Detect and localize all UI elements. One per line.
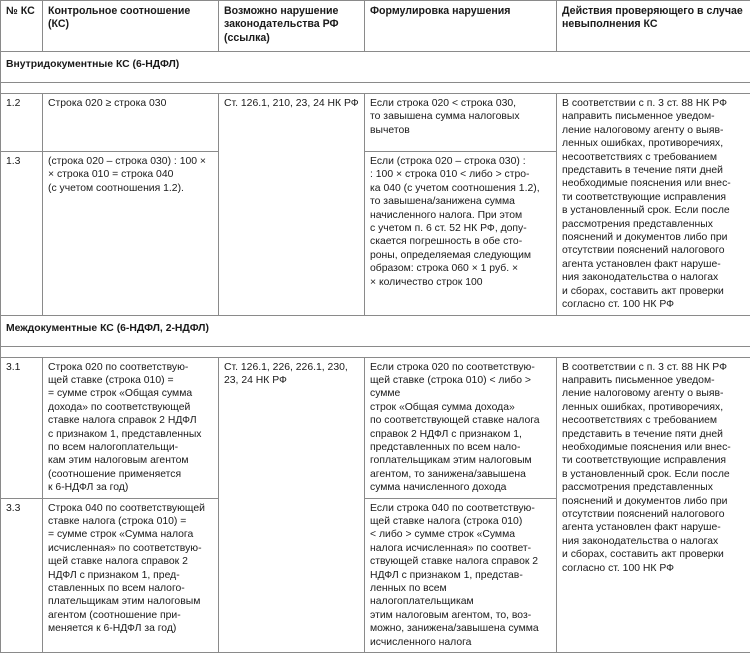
ks-violation: Если строка 020 по соответствую- щей ставке (строка 010) < либо > сумме строк «Общая сумма дохода» по соответствующей ставке налога справок 2 НДФЛ с признаком 1, представленных по всем нало- гоплательщикам этим налоговым агентом, то занижена/завышена сумма начисленного дохода [365,357,557,498]
section-title: Междокументные КС (6-НДФЛ, 2-НДФЛ) [1,315,750,346]
ks-ratio: (строка 020 – строка 030) : 100 × × строка 010 = строка 040 (с учетом соотношения 1.2). [43,152,219,316]
header-ratio: Контрольное соотношение (КС) [43,1,219,52]
header-row [1,1,750,52]
ks-violation: Если (строка 020 – строка 030) : : 100 × строка 010 < либо > стро- ка 040 (с учетом соотношения 1.2), то завышена/занижена сумма начисленного налога. При этом с учетом п. 6 ст. 52 НК РФ, допу- скается погрешность в обе сто- роны, определяемая следующим образом: строка 060 × 1 руб. × × количество строк 100 [365,152,557,316]
spacer-row [1,83,750,94]
ks-number: 3.3 [1,498,43,652]
ks-actions: В соответствии с п. 3 ст. 88 НК РФ направить письменное уведом- ление налоговому агенту о выяв- ленных ошибках, противоречиях, несоответствиях с требованием представить в течение пяти дней необходимые пояснения или внес- ти соответствующие исправления в установленный срок. Если после рассмотрения представленных пояснений и документов либо при отсутствии пояснений налогового агента установлен факт наруше- ния законодательства о налогах и сборах, составить акт проверки согласно ст. 100 НК РФ [557,94,750,316]
ks-ratio: Строка 040 по соответствующей ставке налога (строка 010) = = сумме строк «Сумма налога исчисленная» по соответствую- щей ставке налога справок 2 НДФЛ с признаком 1, пред- ставленных по всем налого- плательщикам этим налоговым агентом (соотношение при- меняется к 6-НДФЛ за год) [43,498,219,652]
header-law: Возможно нарушение законодательства РФ (ссылка) [219,1,365,52]
table-row [1,357,750,498]
section-title-row [1,52,750,83]
ks-number: 1.3 [1,152,43,316]
ks-number: 3.1 [1,357,43,498]
header-num: № КС [1,1,43,52]
ks-violation: Если строка 040 по соответствую- щей ставке налога (строка 010) < либо > сумме строк «Сумма налога исчисленная» по соответ- ствующей ставке налога справок 2 НДФЛ с признаком 1, представ- ленных по всем налогоплательщикам этим налоговым агентом, то, воз- можно, занижена/завышена сумма исчисленного налога [365,498,557,652]
ks-number: 1.2 [1,94,43,152]
ks-actions: В соответствии с п. 3 ст. 88 НК РФ направить письменное уведом- ление налоговому агенту о выяв- ленных ошибках, противоречиях, несоответствиях с требованием представить в течение пяти дней необходимые пояснения или внес- ти соответствующие исправления в установленный срок. Если после рассмотрения представленных пояснений и документов либо при отсутствии пояснений налогового агента установлен факт наруше- ния законодательства о налогах и сборах, составить акт проверки согласно ст. 100 НК РФ [557,357,750,653]
spacer-row [1,346,750,357]
ks-ratio: Строка 020 по соответствую- щей ставке (строка 010) = = сумме строк «Общая сумма дохода» по соответствующей ставке налога справок 2 НДФЛ с признаком 1, представленных по всем налогоплательщи- кам этим налоговым агентом (соотношение применяется к 6-НДФЛ за год) [43,357,219,498]
ks-ratio: Строка 020 ≥ строка 030 [43,94,219,152]
header-violation: Формулировка нарушения [365,1,557,52]
section-title-row [1,315,750,346]
header-actions: Действия проверяющего в случае невыполнения КС [557,1,750,52]
ks-law-reference: Ст. 126.1, 226, 226.1, 230, 23, 24 НК РФ [219,357,365,653]
ks-violation: Если строка 020 < строка 030, то завышена сумма налоговых вычетов [365,94,557,152]
ks-law-reference: Ст. 126.1, 210, 23, 24 НК РФ [219,94,365,316]
section-title: Внутридокументные КС (6-НДФЛ) [1,52,750,83]
table-row [1,94,750,152]
